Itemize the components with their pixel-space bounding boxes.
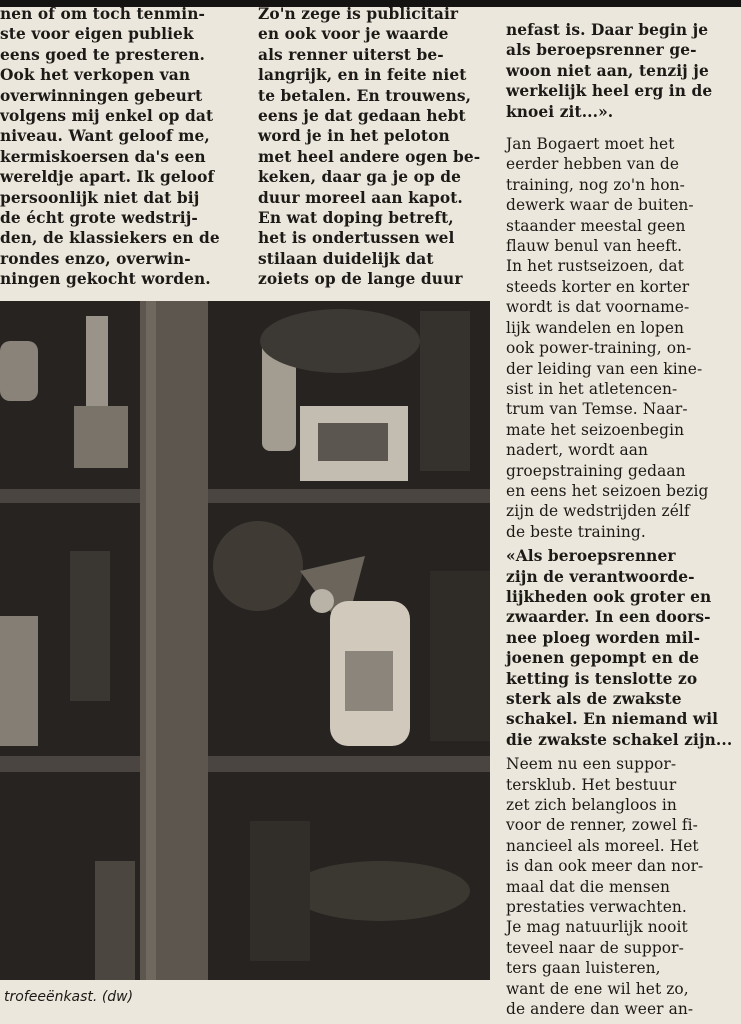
text-line: als renner uiterst be- xyxy=(258,45,444,64)
text-line: Ook het verkopen van xyxy=(0,66,191,85)
text-line: ketting is tenslotte zo xyxy=(506,669,698,688)
text-line: is dan ook meer dan nor- xyxy=(506,857,704,876)
text-line: joenen gepompt en de xyxy=(506,649,700,668)
photo-caption: trofeeënkast. (dw) xyxy=(4,989,134,1005)
text-line: staander meestal geen xyxy=(506,216,686,235)
text-line: die zwakste schakel zijn... xyxy=(506,730,733,749)
text-line: maal dat die mensen xyxy=(506,877,671,896)
trophy-cabinet-photo xyxy=(0,301,490,980)
text-line: nee ploeg worden mil- xyxy=(506,628,701,647)
text-line: rondes enzo, overwin- xyxy=(0,249,191,268)
text-line: ook power-training, on- xyxy=(506,339,692,358)
text-line: zijn de wedstrijden zélf xyxy=(506,502,690,521)
text-line: wordt is dat voorname- xyxy=(506,298,690,317)
text-line: zoiets op de lange duur xyxy=(258,270,463,289)
quote-paragraph xyxy=(506,546,736,750)
text-line: zijn de verantwoorde- xyxy=(506,567,695,586)
article-column-2 xyxy=(258,4,490,290)
text-line: mate het seizoenbegin xyxy=(506,420,685,439)
text-line: werkelijk heel erg in de xyxy=(506,82,713,101)
text-line: knoei zit...». xyxy=(506,102,614,121)
text-line: prestaties verwachten. xyxy=(506,898,687,917)
text-line: nen of om toch tenmin- xyxy=(0,5,205,23)
text-line: als beroepsrenner ge- xyxy=(506,41,697,60)
text-line: persoonlijk niet dat bij xyxy=(0,188,200,207)
text-line: overwinningen gebeurt xyxy=(0,86,203,105)
text-line: training, nog zo'n hon- xyxy=(506,175,685,194)
text-line: woon niet aan, tenzij je xyxy=(506,61,709,80)
text-line: kermiskoersen da's een xyxy=(0,147,206,166)
text-line: den, de klassiekers en de xyxy=(0,229,220,248)
text-line: het is ondertussen wel xyxy=(258,229,455,248)
article-column-3 xyxy=(506,20,736,1020)
text-line: zet zich belangloos in xyxy=(506,796,677,815)
text-line: en ook voor je waarde xyxy=(258,25,449,44)
text-line: langrijk, en in feite niet xyxy=(258,66,467,85)
text-line: Zo'n zege is publicitair xyxy=(258,5,459,23)
text-line: «Als beroepsrenner xyxy=(506,547,676,566)
text-line: word je in het peloton xyxy=(258,127,450,146)
text-line: lijk wandelen en lopen xyxy=(506,318,685,337)
text-line: In het rustseizoen, dat xyxy=(506,257,684,276)
text-line: wereldje apart. Ik geloof xyxy=(0,168,215,187)
text-line: eens je dat gedaan hebt xyxy=(258,107,466,126)
text-line: keken, daar ga je op de xyxy=(258,168,462,187)
text-line: de andere dan weer an- xyxy=(506,1000,694,1019)
text-line: eerder hebben van de xyxy=(506,155,680,174)
text-line: duur moreel aan kapot. xyxy=(258,188,463,207)
text-line: Jan Bogaert moet het xyxy=(506,135,675,154)
text-line: sterk als de zwakste xyxy=(506,690,682,708)
text-line: Neem nu een suppor- xyxy=(506,755,677,774)
text-line: de écht grote wedstrij- xyxy=(0,209,198,228)
text-line: volgens mij enkel op dat xyxy=(0,107,214,126)
text-line: tersklub. Het bestuur xyxy=(506,775,677,794)
text-line: groepstraining gedaan xyxy=(506,461,686,480)
text-line: sist in het atletencen- xyxy=(506,379,678,398)
text-line: en eens het seizoen bezig xyxy=(506,481,709,500)
text-line: want de ene wil het zo, xyxy=(506,979,689,998)
text-line: voor de renner, zowel fi- xyxy=(506,816,698,835)
text-line: de beste training. xyxy=(506,522,646,541)
text-line: nefast is. Daar begin je xyxy=(506,21,709,39)
quote-paragraph-end xyxy=(506,20,736,122)
text-line: niveau. Want geloof me, xyxy=(0,127,210,146)
text-line: zwaarder. In een doors- xyxy=(506,608,711,627)
text-line: ste voor eigen publiek xyxy=(0,25,194,44)
text-line: nancieel als moreel. Het xyxy=(506,836,699,855)
text-line: flauw benul van heeft. xyxy=(506,237,683,256)
text-line: ters gaan luisteren, xyxy=(506,959,661,978)
text-line: Je mag natuurlijk nooit xyxy=(506,918,688,937)
text-line: teveel naar de suppor- xyxy=(506,938,684,957)
text-line: En wat doping betreft, xyxy=(258,209,454,228)
text-line: met heel andere ogen be- xyxy=(258,147,481,166)
text-line: der leiding van een kine- xyxy=(506,359,703,378)
text-line: nadert, wordt aan xyxy=(506,441,649,460)
text-line: lijkheden ook groter en xyxy=(506,587,712,606)
text-line: steeds korter en korter xyxy=(506,277,690,296)
article-column-1 xyxy=(0,4,246,290)
supporters-paragraph xyxy=(506,754,736,1019)
text-line: dewerk waar de buiten- xyxy=(506,196,694,215)
text-line: eens goed te presteren. xyxy=(0,45,205,64)
text-line: trum van Temse. Naar- xyxy=(506,400,688,419)
text-line: te betalen. En trouwens, xyxy=(258,86,472,105)
training-paragraph xyxy=(506,134,736,542)
text-line: schakel. En niemand wil xyxy=(506,710,719,729)
text-line: ningen gekocht worden. xyxy=(0,270,211,289)
trophy-cabinet-image xyxy=(0,301,490,980)
text-line: stilaan duidelijk dat xyxy=(258,249,434,268)
